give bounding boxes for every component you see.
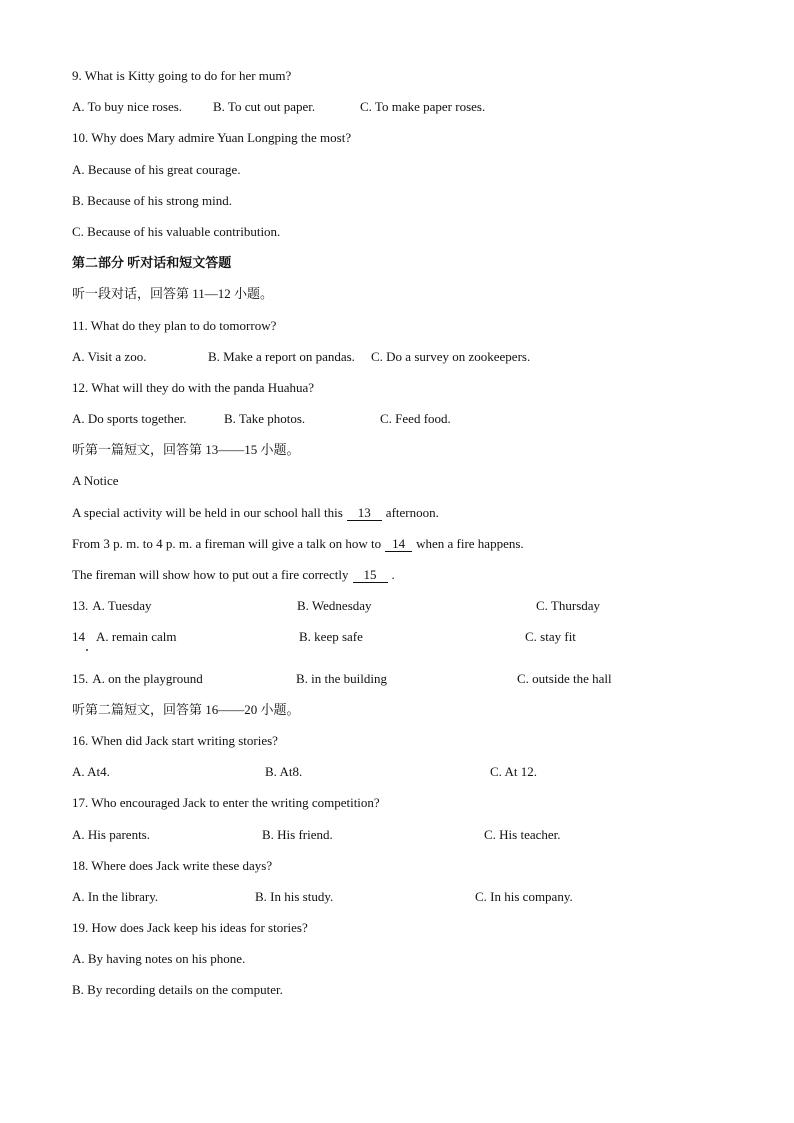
question-stem: 17. Who encouraged Jack to enter the writing competition?	[72, 795, 380, 811]
option-c: C. outside the hall	[517, 670, 612, 686]
question-19-option-b-row	[0, 974, 794, 1005]
notice-sentence-3	[0, 559, 794, 590]
question-number: 13.	[72, 598, 89, 614]
question-18	[0, 850, 794, 881]
option-c: C. His teacher.	[484, 826, 561, 842]
answer-blank-14: 14	[385, 537, 412, 552]
question-10	[0, 122, 794, 153]
question-10-option-a-row	[0, 154, 794, 185]
option-b: B. in the building	[296, 670, 387, 686]
option-b: B. To cut out paper.	[213, 99, 316, 115]
option-b: B. In his study.	[255, 888, 334, 904]
option-a: A. By having notes on his phone.	[72, 951, 246, 967]
question-19	[0, 912, 794, 943]
passage2-instruction-row	[0, 694, 794, 725]
question-stem: 11. What do they plan to do tomorrow?	[72, 317, 277, 333]
option-a: A. Do sports together.	[72, 411, 187, 427]
notice-title: A Notice	[72, 473, 119, 489]
question-17	[0, 787, 794, 818]
notice-title-row	[0, 465, 794, 496]
page-content	[0, 60, 794, 1006]
dialogue-instruction-row	[0, 278, 794, 309]
option-a: A. Because of his great courage.	[72, 161, 241, 177]
option-b: B. Wednesday	[297, 598, 372, 614]
question-15	[0, 663, 794, 694]
question-stem: 16. When did Jack start writing stories?	[72, 732, 278, 748]
option-b: B. By recording details on the computer.	[72, 982, 283, 998]
option-c: C. Because of his valuable contribution.	[72, 223, 281, 239]
question-14-first	[72, 621, 177, 652]
notice-sentence	[72, 497, 439, 528]
option-b: B. keep safe	[299, 629, 363, 645]
sentence-text-after: afternoon.	[385, 504, 439, 520]
question-12-options	[0, 403, 794, 434]
option-a: A. remain calm	[96, 629, 177, 645]
passage1-instruction: 听第一篇短文，回答第 13——15 小题。	[72, 442, 300, 458]
option-b: B. At8.	[265, 764, 303, 780]
option-c: C. At 12.	[490, 764, 537, 780]
question-18-options	[0, 881, 794, 912]
option-b: B. Because of his strong mind.	[72, 192, 232, 208]
question-stem: 19. How does Jack keep his ideas for stories?	[72, 920, 308, 936]
sentence-text-after: when a fire happens.	[416, 535, 524, 551]
question-11	[0, 310, 794, 341]
question-16	[0, 725, 794, 756]
question-stem: 18. Where does Jack write these days?	[72, 857, 273, 873]
option-a: A. His parents.	[72, 826, 150, 842]
question-stem: 10. Why does Mary admire Yuan Longping the most?	[72, 130, 352, 146]
question-15-first	[72, 663, 203, 694]
question-stem: 12. What will they do with the panda Huahua?	[72, 379, 315, 395]
option-a: A. Tuesday	[92, 598, 152, 614]
question-stem: 9. What is Kitty going to do for her mum?	[72, 68, 292, 83]
question-19-option-a-row	[0, 943, 794, 974]
question-9-options	[0, 91, 794, 122]
question-10-option-b-row	[0, 185, 794, 216]
question-10-option-c-row	[0, 216, 794, 247]
option-c: C. Do a survey on zookeepers.	[371, 348, 531, 364]
answer-blank-13: 13	[347, 506, 382, 521]
option-a: A. on the playground	[92, 670, 203, 686]
option-c: C. stay fit	[525, 629, 576, 645]
notice-sentence-2	[0, 528, 794, 559]
option-b: B. Take photos.	[224, 411, 306, 427]
notice-sentence	[72, 528, 524, 559]
question-17-options	[0, 819, 794, 850]
option-a: A. At4.	[72, 764, 110, 780]
sentence-text-after: .	[391, 567, 395, 582]
question-number: 15.	[72, 670, 89, 686]
sentence-text-before: A special activity will be held in our school hall this	[72, 504, 343, 520]
question-13-first	[72, 590, 152, 621]
notice-sentence	[72, 559, 395, 590]
question-9	[0, 60, 794, 91]
question-14	[0, 621, 794, 662]
passage2-instruction: 听第二篇短文，回答第 16——20 小题。	[72, 701, 300, 717]
question-12	[0, 372, 794, 403]
option-c: C. Thursday	[536, 598, 601, 614]
option-b: B. His friend.	[262, 826, 333, 842]
option-a: A. To buy nice roses.	[72, 99, 183, 115]
option-c: C. Feed food.	[380, 411, 451, 427]
option-a: A. Visit a zoo.	[72, 348, 147, 364]
question-16-options	[0, 756, 794, 787]
option-c: C. To make paper roses.	[360, 99, 486, 115]
option-b: B. Make a report on pandas.	[208, 348, 355, 364]
option-a: A. In the library.	[72, 888, 159, 904]
section-heading-row	[0, 247, 794, 278]
sentence-text-before: The fireman will show how to put out a fire correctly	[72, 567, 349, 582]
notice-sentence-1	[0, 497, 794, 528]
question-13	[0, 590, 794, 621]
option-c: C. In his company.	[475, 888, 573, 904]
question-11-options	[0, 341, 794, 372]
passage1-instruction-row	[0, 434, 794, 465]
answer-blank-15: 15	[353, 568, 388, 583]
question-number: 14	[72, 629, 85, 645]
sentence-text-before: From 3 p. m. to 4 p. m. a fireman will give a talk on how to	[72, 535, 382, 551]
section-title: 第二部分 听对话和短文答题	[72, 255, 232, 271]
dialogue-instruction: 听一段对话，回答第 11—12 小题。	[72, 286, 274, 302]
